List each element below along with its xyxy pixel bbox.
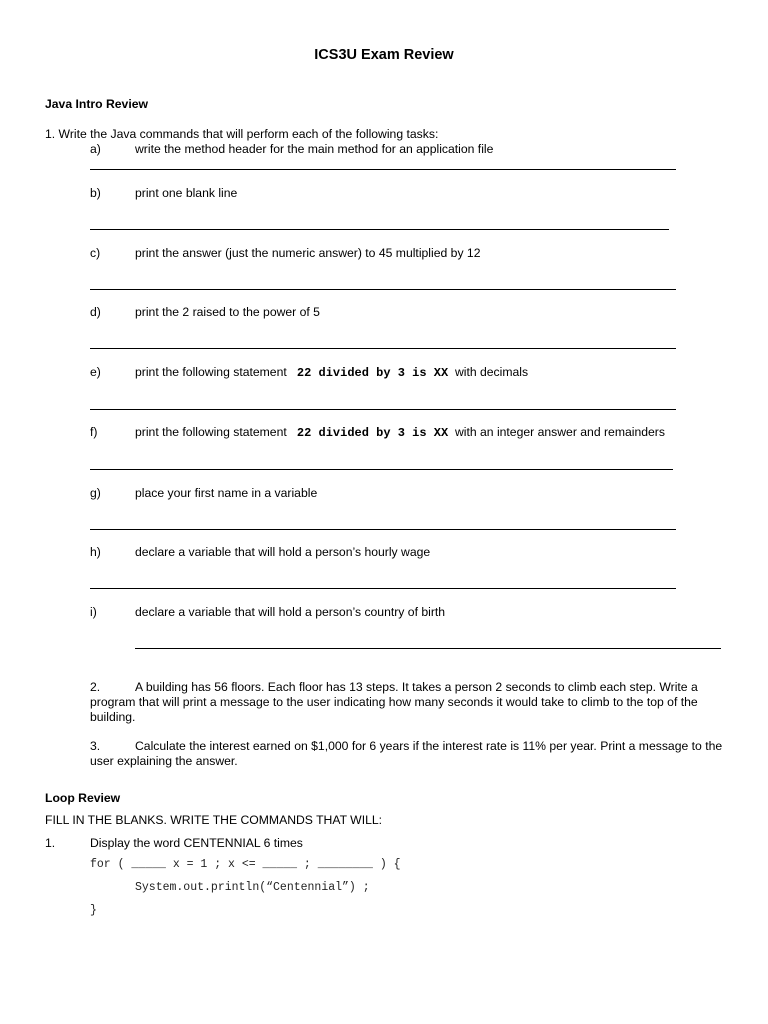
task-text-f-prefix: print the following statement [135, 425, 287, 439]
answer-line-h[interactable] [90, 588, 676, 589]
section-heading-loop-review: Loop Review [45, 791, 121, 805]
task-text-b: print one blank line [135, 186, 238, 200]
task-letter-e: e) [90, 365, 101, 379]
task-text-h: declare a variable that will hold a person’s hourly wage [135, 545, 431, 559]
task-text-e [135, 365, 528, 381]
answer-line-b[interactable] [90, 229, 669, 230]
answer-line-e[interactable] [90, 409, 676, 410]
answer-line-d[interactable] [90, 348, 676, 349]
question-2-text: A building has 56 floors. Each floor has 13 steps. It takes a person 2 seconds to climb each step. Write a program that will print a message to the user indicating how many seconds it would take to climb to the top of the building. [90, 680, 698, 724]
loop-question-1-number: 1. [45, 836, 56, 850]
task-text-i: declare a variable that will hold a person’s country of birth [135, 605, 446, 619]
question-3-number: 3. [90, 739, 101, 753]
code-line-close-brace: } [90, 904, 97, 917]
task-text-d: print the 2 raised to the power of 5 [135, 305, 320, 319]
question-1-intro: 1. Write the Java commands that will perform each of the following tasks: [45, 127, 439, 141]
task-letter-b: b) [90, 186, 101, 200]
task-letter-a: a) [90, 142, 101, 156]
task-text-f-suffix: with an integer answer and remainders [454, 425, 665, 439]
task-text-e-prefix: print the following statement [135, 365, 287, 379]
answer-line-i[interactable] [135, 648, 721, 649]
task-text-e-suffix: with decimals [454, 365, 529, 379]
answer-line-f[interactable] [90, 469, 673, 470]
task-text-c: print the answer (just the numeric answer) to 45 multiplied by 12 [135, 246, 481, 260]
task-letter-h: h) [90, 545, 101, 559]
question-3-text: Calculate the interest earned on $1,000 for 6 years if the interest rate is 11% per year. Print a message to the user explaining the answer. [90, 739, 723, 768]
loop-instruction: FILL IN THE BLANKS. WRITE THE COMMANDS THAT WILL: [45, 813, 383, 827]
question-3 [90, 739, 730, 769]
task-text-a: write the method header for the main method for an application file [135, 142, 494, 156]
answer-line-g[interactable] [90, 529, 676, 530]
task-letter-i: i) [90, 605, 97, 619]
code-line-println: System.out.println(“Centennial”) ; [135, 881, 370, 894]
code-line-for: for ( _____ x = 1 ; x <= _____ ; ________ ) { [90, 858, 401, 871]
task-letter-c: c) [90, 246, 101, 260]
page-title: ICS3U Exam Review [314, 47, 454, 63]
answer-line-a[interactable] [90, 169, 676, 170]
task-code-e: 22 divided by 3 is XX [296, 366, 449, 380]
task-letter-f: f) [90, 425, 98, 439]
section-heading-java-intro: Java Intro Review [45, 97, 148, 111]
loop-question-1-text: Display the word CENTENNIAL 6 times [90, 836, 303, 850]
task-text-f [135, 425, 665, 441]
task-letter-g: g) [90, 486, 101, 500]
answer-line-c[interactable] [90, 289, 676, 290]
task-code-f: 22 divided by 3 is XX [296, 426, 449, 440]
question-2 [90, 680, 730, 725]
question-2-number: 2. [90, 680, 101, 694]
task-text-g: place your first name in a variable [135, 486, 318, 500]
task-letter-d: d) [90, 305, 101, 319]
